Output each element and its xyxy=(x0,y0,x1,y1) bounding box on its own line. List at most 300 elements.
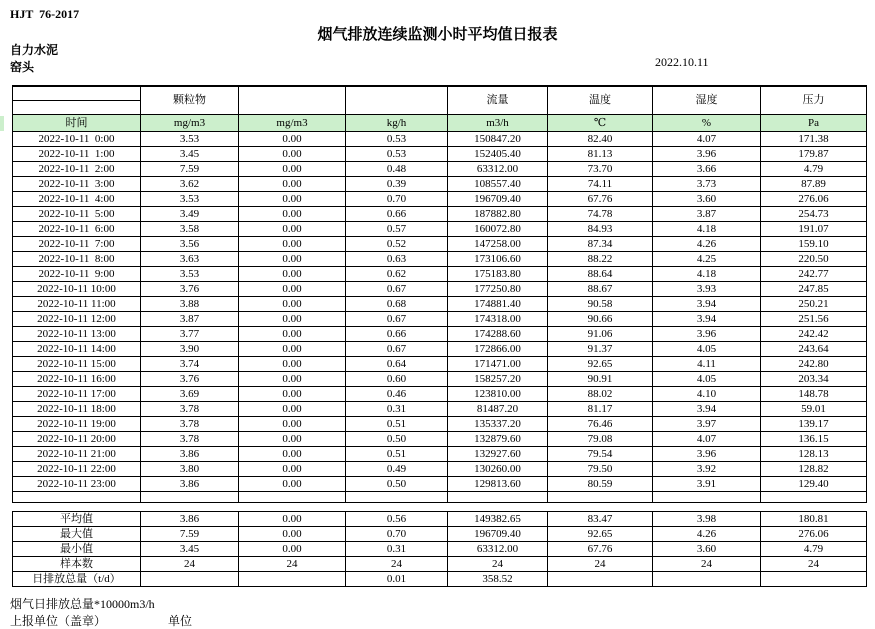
value-cell: 0.31 xyxy=(346,402,448,417)
time-cell: 2022-10-11 20:00 xyxy=(13,432,141,447)
summary-label-cell: 样本数 xyxy=(13,557,141,572)
value-cell: 0.00 xyxy=(239,447,346,462)
value-cell: 3.88 xyxy=(141,297,239,312)
value-cell: 128.82 xyxy=(761,462,867,477)
value-cell: 3.78 xyxy=(141,432,239,447)
data-row xyxy=(13,312,867,327)
value-cell: 0.53 xyxy=(346,132,448,147)
value-cell: 3.53 xyxy=(141,192,239,207)
value-cell: 3.76 xyxy=(141,372,239,387)
value-cell: 3.91 xyxy=(653,477,761,492)
data-row xyxy=(13,222,867,237)
value-cell: 175183.80 xyxy=(448,267,548,282)
time-header-stub-top xyxy=(13,86,141,101)
unit-header-cell: 时间 xyxy=(13,115,141,132)
value-cell: 159.10 xyxy=(761,237,867,252)
value-cell: 88.67 xyxy=(548,282,653,297)
value-cell: 74.78 xyxy=(548,207,653,222)
value-cell: 0.00 xyxy=(239,312,346,327)
data-row xyxy=(13,357,867,372)
empty-cell xyxy=(346,492,448,503)
time-cell: 2022-10-11 17:00 xyxy=(13,387,141,402)
time-cell: 2022-10-11 21:00 xyxy=(13,447,141,462)
value-cell: 251.56 xyxy=(761,312,867,327)
value-cell: 0.00 xyxy=(239,327,346,342)
value-cell: 3.96 xyxy=(653,147,761,162)
value-cell: 3.97 xyxy=(653,417,761,432)
value-cell: 172866.00 xyxy=(448,342,548,357)
value-cell: 0.00 xyxy=(239,162,346,177)
summary-value-cell: 196709.40 xyxy=(448,527,548,542)
unit-header-cell: kg/h xyxy=(346,115,448,132)
data-row xyxy=(13,417,867,432)
time-cell: 2022-10-11 16:00 xyxy=(13,372,141,387)
time-cell: 2022-10-11 0:00 xyxy=(13,132,141,147)
value-cell: 0.51 xyxy=(346,447,448,462)
value-cell: 3.63 xyxy=(141,252,239,267)
value-cell: 3.58 xyxy=(141,222,239,237)
unit-header-cell: ℃ xyxy=(548,115,653,132)
summary-value-cell xyxy=(239,572,346,587)
data-row xyxy=(13,207,867,222)
summary-value-cell: 0.00 xyxy=(239,542,346,557)
time-cell: 2022-10-11 7:00 xyxy=(13,237,141,252)
unit-header-row xyxy=(13,115,867,132)
value-cell: 203.34 xyxy=(761,372,867,387)
value-cell: 196709.40 xyxy=(448,192,548,207)
value-cell: 174318.00 xyxy=(448,312,548,327)
summary-value-cell: 4.26 xyxy=(653,527,761,542)
value-cell: 3.90 xyxy=(141,342,239,357)
value-cell: 0.66 xyxy=(346,207,448,222)
time-cell: 2022-10-11 10:00 xyxy=(13,282,141,297)
value-cell: 81.13 xyxy=(548,147,653,162)
time-cell: 2022-10-11 19:00 xyxy=(13,417,141,432)
value-cell: 0.50 xyxy=(346,477,448,492)
value-cell: 0.60 xyxy=(346,372,448,387)
time-cell: 2022-10-11 22:00 xyxy=(13,462,141,477)
value-cell: 0.64 xyxy=(346,357,448,372)
value-cell: 3.94 xyxy=(653,312,761,327)
value-cell: 0.50 xyxy=(346,432,448,447)
value-cell: 3.86 xyxy=(141,477,239,492)
value-cell: 0.00 xyxy=(239,267,346,282)
summary-row xyxy=(13,557,867,572)
summary-value-cell: 3.86 xyxy=(141,512,239,527)
value-cell: 73.70 xyxy=(548,162,653,177)
time-cell: 2022-10-11 18:00 xyxy=(13,402,141,417)
unit-header-cell: mg/m3 xyxy=(239,115,346,132)
value-cell: 90.58 xyxy=(548,297,653,312)
value-cell: 4.18 xyxy=(653,267,761,282)
column-group-header: 压力 xyxy=(761,86,867,115)
data-row xyxy=(13,462,867,477)
summary-value-cell: 0.56 xyxy=(346,512,448,527)
value-cell: 3.93 xyxy=(653,282,761,297)
summary-value-cell: 0.31 xyxy=(346,542,448,557)
value-cell: 0.52 xyxy=(346,237,448,252)
value-cell: 129813.60 xyxy=(448,477,548,492)
summary-value-cell: 24 xyxy=(448,557,548,572)
value-cell: 130260.00 xyxy=(448,462,548,477)
data-row xyxy=(13,147,867,162)
value-cell: 3.77 xyxy=(141,327,239,342)
value-cell: 132927.60 xyxy=(448,447,548,462)
data-row xyxy=(13,177,867,192)
value-cell: 59.01 xyxy=(761,402,867,417)
report-unit-label: 上报单位（盖章） xyxy=(10,614,107,628)
value-cell: 82.40 xyxy=(548,132,653,147)
value-cell: 0.49 xyxy=(346,462,448,477)
value-cell: 3.92 xyxy=(653,462,761,477)
summary-value-cell: 67.76 xyxy=(548,542,653,557)
value-cell: 191.07 xyxy=(761,222,867,237)
value-cell: 88.22 xyxy=(548,252,653,267)
summary-value-cell: 0.00 xyxy=(239,527,346,542)
time-cell: 2022-10-11 11:00 xyxy=(13,297,141,312)
value-cell: 243.64 xyxy=(761,342,867,357)
value-cell: 81487.20 xyxy=(448,402,548,417)
column-group-header: 湿度 xyxy=(653,86,761,115)
data-row xyxy=(13,342,867,357)
time-cell: 2022-10-11 4:00 xyxy=(13,192,141,207)
value-cell: 0.39 xyxy=(346,177,448,192)
summary-value-cell: 24 xyxy=(548,557,653,572)
monitor-table-body xyxy=(13,86,867,503)
data-row xyxy=(13,447,867,462)
summary-value-cell: 3.60 xyxy=(653,542,761,557)
summary-value-cell: 24 xyxy=(141,557,239,572)
summary-label-cell: 平均值 xyxy=(13,512,141,527)
value-cell: 4.79 xyxy=(761,162,867,177)
value-cell: 3.78 xyxy=(141,417,239,432)
value-cell: 0.00 xyxy=(239,342,346,357)
value-cell: 0.00 xyxy=(239,177,346,192)
value-cell: 242.77 xyxy=(761,267,867,282)
empty-row xyxy=(13,492,867,503)
value-cell: 129.40 xyxy=(761,477,867,492)
value-cell: 3.69 xyxy=(141,387,239,402)
empty-cell xyxy=(653,492,761,503)
data-row xyxy=(13,387,867,402)
time-cell: 2022-10-11 13:00 xyxy=(13,327,141,342)
value-cell: 88.64 xyxy=(548,267,653,282)
summary-value-cell: 0.01 xyxy=(346,572,448,587)
value-cell: 139.17 xyxy=(761,417,867,432)
summary-row xyxy=(13,527,867,542)
summary-row xyxy=(13,572,867,587)
data-row xyxy=(13,237,867,252)
summary-value-cell: 180.81 xyxy=(761,512,867,527)
time-cell: 2022-10-11 9:00 xyxy=(13,267,141,282)
unit-header-cell: mg/m3 xyxy=(141,115,239,132)
value-cell: 136.15 xyxy=(761,432,867,447)
company-name: 自力水泥 xyxy=(10,43,59,57)
unit-header-cell: Pa xyxy=(761,115,867,132)
empty-cell xyxy=(13,492,141,503)
value-cell: 160072.80 xyxy=(448,222,548,237)
value-cell: 3.87 xyxy=(141,312,239,327)
value-cell: 0.63 xyxy=(346,252,448,267)
value-cell: 3.94 xyxy=(653,402,761,417)
value-cell: 171.38 xyxy=(761,132,867,147)
data-row xyxy=(13,132,867,147)
value-cell: 150847.20 xyxy=(448,132,548,147)
value-cell: 88.02 xyxy=(548,387,653,402)
value-cell: 135337.20 xyxy=(448,417,548,432)
unit-header-cell: m3/h xyxy=(448,115,548,132)
value-cell: 3.80 xyxy=(141,462,239,477)
value-cell: 0.00 xyxy=(239,147,346,162)
value-cell: 254.73 xyxy=(761,207,867,222)
summary-value-cell: 7.59 xyxy=(141,527,239,542)
data-row xyxy=(13,402,867,417)
value-cell: 0.66 xyxy=(346,327,448,342)
time-cell: 2022-10-11 1:00 xyxy=(13,147,141,162)
value-cell: 0.00 xyxy=(239,282,346,297)
value-cell: 63312.00 xyxy=(448,162,548,177)
value-cell: 3.73 xyxy=(653,177,761,192)
value-cell: 3.96 xyxy=(653,327,761,342)
value-cell: 174288.60 xyxy=(448,327,548,342)
value-cell: 0.00 xyxy=(239,252,346,267)
time-cell: 2022-10-11 14:00 xyxy=(13,342,141,357)
value-cell: 3.66 xyxy=(653,162,761,177)
summary-value-cell: 24 xyxy=(653,557,761,572)
value-cell: 250.21 xyxy=(761,297,867,312)
data-row xyxy=(13,162,867,177)
value-cell: 0.00 xyxy=(239,222,346,237)
value-cell: 242.80 xyxy=(761,357,867,372)
value-cell: 0.00 xyxy=(239,402,346,417)
flue-gas-total-note: 烟气日排放总量*10000m3/h xyxy=(10,597,155,611)
time-cell: 2022-10-11 15:00 xyxy=(13,357,141,372)
value-cell: 91.37 xyxy=(548,342,653,357)
value-cell: 3.56 xyxy=(141,237,239,252)
empty-cell xyxy=(548,492,653,503)
monitor-table xyxy=(12,85,867,503)
value-cell: 0.00 xyxy=(239,372,346,387)
value-cell: 0.53 xyxy=(346,147,448,162)
time-cell: 2022-10-11 6:00 xyxy=(13,222,141,237)
value-cell: 220.50 xyxy=(761,252,867,267)
data-row xyxy=(13,252,867,267)
value-cell: 0.00 xyxy=(239,417,346,432)
data-row xyxy=(13,282,867,297)
value-cell: 3.49 xyxy=(141,207,239,222)
value-cell: 152405.40 xyxy=(448,147,548,162)
value-cell: 87.89 xyxy=(761,177,867,192)
value-cell: 0.00 xyxy=(239,387,346,402)
value-cell: 0.62 xyxy=(346,267,448,282)
value-cell: 76.46 xyxy=(548,417,653,432)
value-cell: 3.76 xyxy=(141,282,239,297)
time-cell: 2022-10-11 8:00 xyxy=(13,252,141,267)
value-cell: 3.86 xyxy=(141,447,239,462)
summary-table xyxy=(12,511,867,587)
value-cell: 67.76 xyxy=(548,192,653,207)
value-cell: 0.00 xyxy=(239,297,346,312)
empty-cell xyxy=(761,492,867,503)
summary-value-cell: 276.06 xyxy=(761,527,867,542)
value-cell: 174881.40 xyxy=(448,297,548,312)
summary-value-cell: 24 xyxy=(239,557,346,572)
value-cell: 90.66 xyxy=(548,312,653,327)
summary-label-cell: 最大值 xyxy=(13,527,141,542)
value-cell: 148.78 xyxy=(761,387,867,402)
summary-value-cell: 83.47 xyxy=(548,512,653,527)
value-cell: 4.07 xyxy=(653,132,761,147)
data-row xyxy=(13,192,867,207)
value-cell: 4.05 xyxy=(653,342,761,357)
value-cell: 0.00 xyxy=(239,477,346,492)
summary-label-cell: 最小值 xyxy=(13,542,141,557)
value-cell: 128.13 xyxy=(761,447,867,462)
data-row xyxy=(13,432,867,447)
value-cell: 74.11 xyxy=(548,177,653,192)
time-cell: 2022-10-11 3:00 xyxy=(13,177,141,192)
value-cell: 7.59 xyxy=(141,162,239,177)
summary-value-cell: 92.65 xyxy=(548,527,653,542)
value-cell: 3.74 xyxy=(141,357,239,372)
summary-value-cell: 24 xyxy=(761,557,867,572)
value-cell: 91.06 xyxy=(548,327,653,342)
empty-cell xyxy=(448,492,548,503)
value-cell: 0.00 xyxy=(239,192,346,207)
value-cell: 92.65 xyxy=(548,357,653,372)
value-cell: 4.18 xyxy=(653,222,761,237)
value-cell: 171471.00 xyxy=(448,357,548,372)
value-cell: 79.54 xyxy=(548,447,653,462)
value-cell: 4.26 xyxy=(653,237,761,252)
column-group-header xyxy=(346,86,448,115)
value-cell: 242.42 xyxy=(761,327,867,342)
value-cell: 4.10 xyxy=(653,387,761,402)
value-cell: 0.00 xyxy=(239,132,346,147)
empty-cell xyxy=(141,492,239,503)
summary-value-cell: 3.98 xyxy=(653,512,761,527)
time-cell: 2022-10-11 23:00 xyxy=(13,477,141,492)
value-cell: 0.46 xyxy=(346,387,448,402)
value-cell: 3.94 xyxy=(653,297,761,312)
value-cell: 3.62 xyxy=(141,177,239,192)
summary-value-cell: 4.79 xyxy=(761,542,867,557)
summary-row xyxy=(13,542,867,557)
value-cell: 81.17 xyxy=(548,402,653,417)
value-cell: 0.70 xyxy=(346,192,448,207)
value-cell: 123810.00 xyxy=(448,387,548,402)
summary-row xyxy=(13,512,867,527)
empty-cell xyxy=(239,492,346,503)
value-cell: 0.67 xyxy=(346,312,448,327)
value-cell: 80.59 xyxy=(548,477,653,492)
summary-value-cell: 358.52 xyxy=(448,572,548,587)
value-cell: 0.68 xyxy=(346,297,448,312)
value-cell: 0.00 xyxy=(239,237,346,252)
summary-value-cell xyxy=(653,572,761,587)
value-cell: 0.67 xyxy=(346,342,448,357)
doc-code: HJT 76-2017 xyxy=(10,7,80,21)
summary-value-cell: 0.70 xyxy=(346,527,448,542)
header-group-row xyxy=(13,86,867,101)
value-cell: 90.91 xyxy=(548,372,653,387)
data-row xyxy=(13,477,867,492)
value-cell: 84.93 xyxy=(548,222,653,237)
value-cell: 79.50 xyxy=(548,462,653,477)
summary-value-cell: 149382.65 xyxy=(448,512,548,527)
column-group-header xyxy=(239,86,346,115)
data-row xyxy=(13,267,867,282)
value-cell: 173106.60 xyxy=(448,252,548,267)
value-cell: 4.07 xyxy=(653,432,761,447)
unit-label: 单位 xyxy=(168,614,193,628)
value-cell: 0.48 xyxy=(346,162,448,177)
value-cell: 3.78 xyxy=(141,402,239,417)
summary-value-cell xyxy=(761,572,867,587)
report-date: 2022.10.11 xyxy=(655,55,709,69)
column-group-header: 温度 xyxy=(548,86,653,115)
summary-table-body xyxy=(13,512,867,587)
value-cell: 3.45 xyxy=(141,147,239,162)
summary-value-cell xyxy=(548,572,653,587)
time-cell: 2022-10-11 5:00 xyxy=(13,207,141,222)
unit-header-cell: % xyxy=(653,115,761,132)
value-cell: 4.25 xyxy=(653,252,761,267)
monitor-point-name: 窑头 xyxy=(10,60,35,74)
summary-value-cell: 0.00 xyxy=(239,512,346,527)
data-row xyxy=(13,327,867,342)
value-cell: 187882.80 xyxy=(448,207,548,222)
value-cell: 0.00 xyxy=(239,207,346,222)
column-group-header: 流量 xyxy=(448,86,548,115)
value-cell: 3.60 xyxy=(653,192,761,207)
value-cell: 87.34 xyxy=(548,237,653,252)
value-cell: 0.67 xyxy=(346,282,448,297)
column-group-header: 颗粒物 xyxy=(141,86,239,115)
value-cell: 132879.60 xyxy=(448,432,548,447)
value-cell: 108557.40 xyxy=(448,177,548,192)
time-cell: 2022-10-11 2:00 xyxy=(13,162,141,177)
value-cell: 158257.20 xyxy=(448,372,548,387)
value-cell: 0.00 xyxy=(239,357,346,372)
value-cell: 179.87 xyxy=(761,147,867,162)
value-cell: 3.87 xyxy=(653,207,761,222)
value-cell: 147258.00 xyxy=(448,237,548,252)
value-cell: 276.06 xyxy=(761,192,867,207)
summary-label-cell: 日排放总量（t/d） xyxy=(13,572,141,587)
value-cell: 0.00 xyxy=(239,462,346,477)
summary-value-cell: 24 xyxy=(346,557,448,572)
value-cell: 79.08 xyxy=(548,432,653,447)
value-cell: 3.53 xyxy=(141,267,239,282)
data-row xyxy=(13,372,867,387)
value-cell: 177250.80 xyxy=(448,282,548,297)
value-cell: 0.57 xyxy=(346,222,448,237)
page-title: 烟气排放连续监测小时平均值日报表 xyxy=(317,27,558,43)
value-cell: 247.85 xyxy=(761,282,867,297)
summary-value-cell: 63312.00 xyxy=(448,542,548,557)
value-cell: 0.51 xyxy=(346,417,448,432)
summary-value-cell: 3.45 xyxy=(141,542,239,557)
data-row xyxy=(13,297,867,312)
value-cell: 3.53 xyxy=(141,132,239,147)
value-cell: 3.96 xyxy=(653,447,761,462)
value-cell: 4.11 xyxy=(653,357,761,372)
left-margin-green-mark xyxy=(0,116,4,131)
value-cell: 4.05 xyxy=(653,372,761,387)
summary-value-cell xyxy=(141,572,239,587)
time-cell: 2022-10-11 12:00 xyxy=(13,312,141,327)
